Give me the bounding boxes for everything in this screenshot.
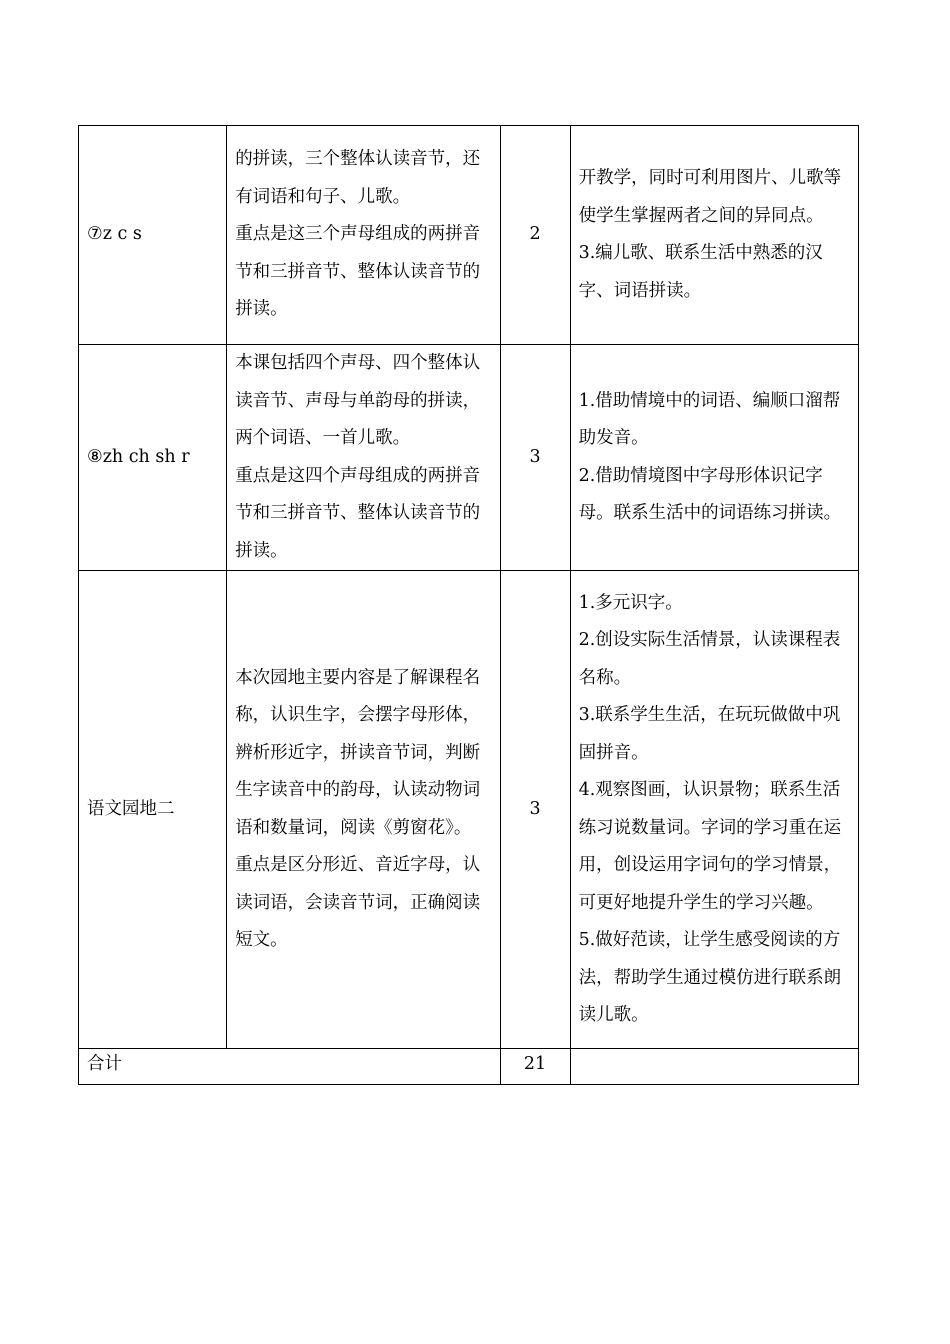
method-paragraph: 3.编儿歌、联系生活中熟悉的汉字、词语拼读。 xyxy=(578,243,823,301)
method-cell xyxy=(570,571,858,1049)
table-row xyxy=(79,126,859,345)
lesson-plan-table xyxy=(78,125,859,1085)
method-paragraph: 2.创设实际生活情景，认读课程表名称。 xyxy=(578,630,841,688)
method-paragraph: 4.观察图画，认识景物；联系生活练习说数量词。字词的学习重在运用，创设运用字词句的学习情景，可更好地提升学生的学习兴趣。 xyxy=(578,780,842,913)
total-hours-cell: 21 xyxy=(500,1049,570,1085)
table-row xyxy=(79,345,859,571)
content-paragraph: 本次园地主要内容是了解课程名称，认识生字，会摆字母形体，辨析形近字，拼读音节词，判断生字读音中的韵母，认读动物词语和数量词，阅读《剪窗花》。 xyxy=(235,667,481,838)
total-method-cell xyxy=(570,1049,858,1085)
method-paragraph: 5.做好范读，让学生感受阅读的方法，帮助学生通过模仿进行联系朗读儿歌。 xyxy=(578,930,842,1025)
table-row xyxy=(79,571,859,1049)
method-paragraph: 1.多元识字。 xyxy=(578,592,683,613)
total-label-cell: 合计 xyxy=(79,1049,501,1085)
content-paragraph: 的拼读，三个整体认读音节，还有词语和句子、儿歌。 xyxy=(235,149,481,207)
hours-cell: 2 xyxy=(500,126,570,345)
content-paragraph: 重点是这三个声母组成的两拼音节和三拼音节、整体认读音节的拼读。 xyxy=(235,224,481,320)
hours-cell: 3 xyxy=(500,571,570,1049)
content-paragraph: 重点是区分形近、音近字母，认读词语，会读音节词，正确阅读短文。 xyxy=(235,855,481,950)
content-cell xyxy=(227,345,500,571)
method-paragraph: 开教学，同时可利用图片、儿歌等使学生掌握两者之间的异同点。 xyxy=(578,168,842,226)
lesson-name-cell: ⑦z c s xyxy=(79,126,227,345)
method-paragraph: 3.联系学生生活，在玩玩做做中巩固拼音。 xyxy=(578,705,841,763)
total-row xyxy=(79,1049,859,1085)
method-paragraph: 1.借助情境中的词语、编顺口溜帮助发音。 xyxy=(578,390,841,448)
method-cell xyxy=(570,126,858,345)
content-paragraph: 本课包括四个声母、四个整体认读音节、声母与单韵母的拼读，两个词语、一首儿歌。 xyxy=(235,353,481,448)
lesson-name-cell: 语文园地二 xyxy=(79,571,227,1049)
lesson-name-cell: ⑧zh ch sh r xyxy=(79,345,227,571)
method-paragraph: 2.借助情境图中字母形体识记字母。联系生活中的词语练习拼读。 xyxy=(578,465,842,523)
method-cell xyxy=(570,345,858,571)
content-cell xyxy=(227,126,500,345)
content-cell xyxy=(227,571,500,1049)
content-paragraph: 重点是这四个声母组成的两拼音节和三拼音节、整体认读音节的拼读。 xyxy=(235,465,481,561)
hours-cell: 3 xyxy=(500,345,570,571)
